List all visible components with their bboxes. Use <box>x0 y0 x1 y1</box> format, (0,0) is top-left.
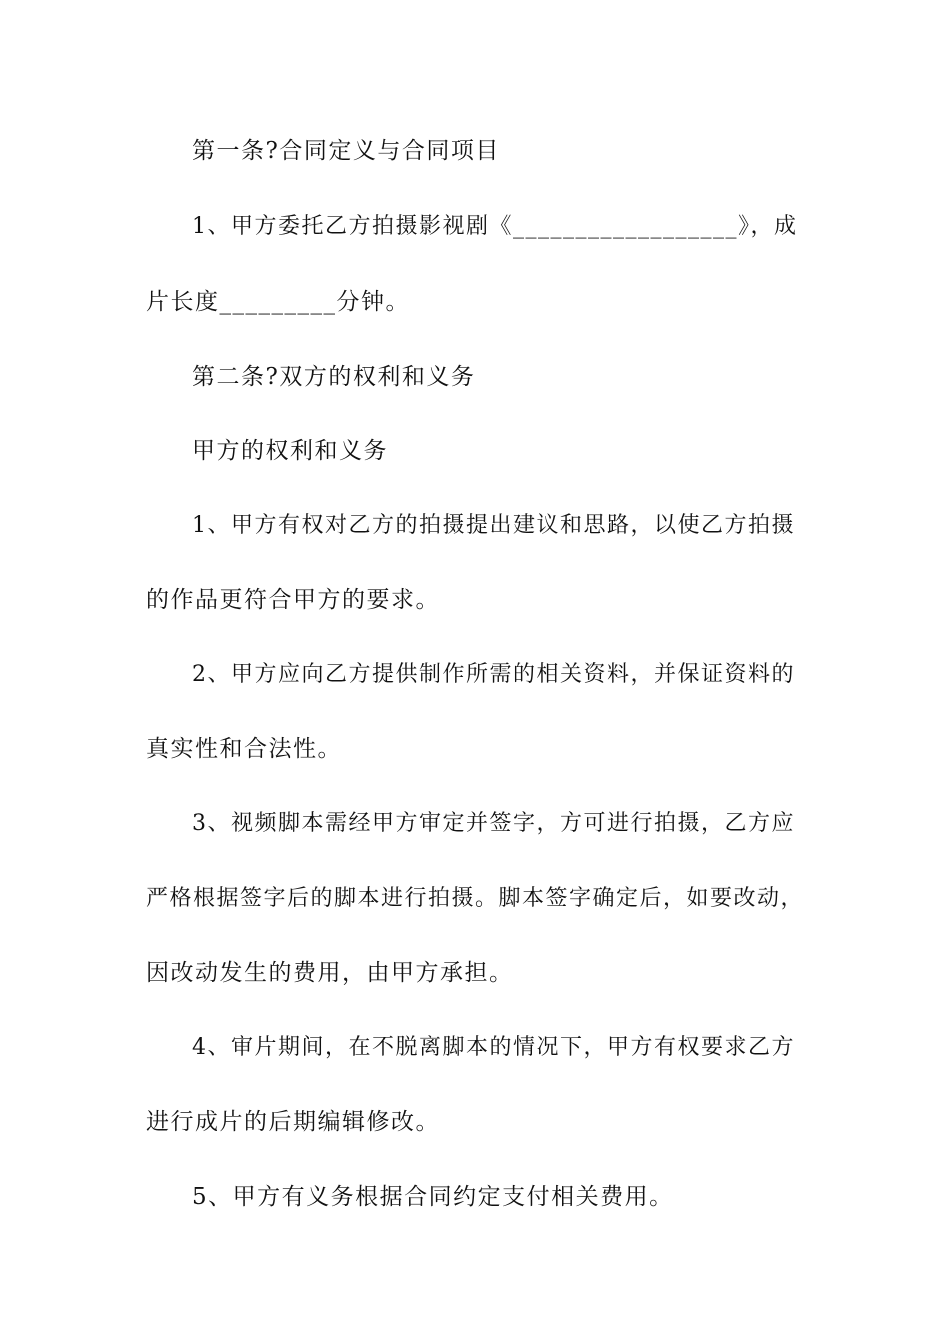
rights-item-3-line-1: 3、视频脚本需经甲方审定并签字，方可进行拍摄，乙方应 <box>192 811 795 836</box>
clause-1-line-2: 片长度_________分钟。 <box>146 289 410 315</box>
rights-item-5-line-1: 5、甲方有义务根据合同约定支付相关费用。 <box>192 1184 674 1210</box>
rights-item-2-line-1: 2、甲方应向乙方提供制作所需的相关资料，并保证资料的 <box>192 662 795 687</box>
party-a-rights-heading: 甲方的权利和义务 <box>192 438 388 464</box>
rights-item-1-line-2: 的作品更符合甲方的要求。 <box>146 587 440 613</box>
rights-item-3-line-3: 因改动发生的费用，由甲方承担。 <box>146 960 514 986</box>
article-1-heading: 第一条?合同定义与合同项目 <box>192 138 500 164</box>
rights-item-4-line-2: 进行成片的后期编辑修改。 <box>146 1109 440 1135</box>
clause-1-line-1: 1、甲方委托乙方拍摄影视剧《__________________》，成 <box>192 214 798 239</box>
rights-item-2-line-2: 真实性和合法性。 <box>146 736 342 762</box>
rights-item-3-line-2: 严格根据签字后的脚本进行拍摄。脚本签字确定后，如要改动， <box>146 886 805 911</box>
article-2-heading: 第二条?双方的权利和义务 <box>192 364 476 390</box>
rights-item-1-line-1: 1、甲方有权对乙方的拍摄提出建议和思路，以使乙方拍摄 <box>192 513 795 538</box>
rights-item-4-line-1: 4、审片期间，在不脱离脚本的情况下，甲方有权要求乙方 <box>192 1035 795 1060</box>
